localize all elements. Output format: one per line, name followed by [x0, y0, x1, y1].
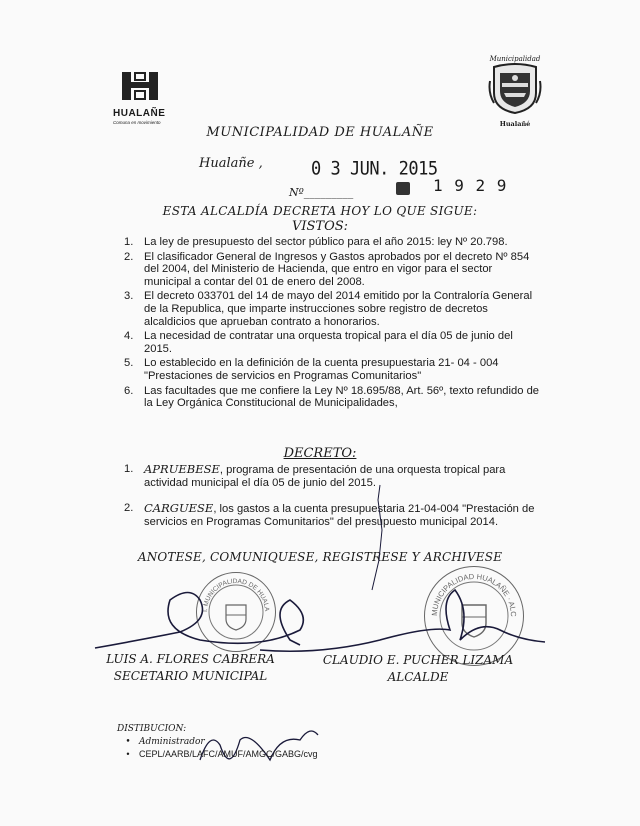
decreto-heading: DECRETO:	[283, 446, 357, 461]
logo-tagline: Comuna en movimiento	[113, 120, 161, 125]
list-item: 2. CARGUESE, los gastos a la cuenta presupuestaria 21-04-004 "Prestación de servicios en Programas Comunitarios" del presupuesto municipal 2014.	[124, 501, 535, 528]
closing-formula: ANOTESE, COMUNIQUESE, REGISTRESE Y ARCHIVESE	[137, 550, 503, 564]
mayor-name: CLAUDIO E. PUCHER LIZAMA	[322, 653, 514, 667]
distribution-title: DISTIBUCION:	[117, 724, 187, 734]
crest-bottom-text: Hualañé	[499, 120, 531, 128]
decree-number-label: Nº_________	[289, 186, 354, 199]
list-item: 5. Lo establecido en la definición de la cuenta presupuestaria 21- 04 - 004 "Prestaciones de servicios en Programas Comunitarios"	[124, 357, 499, 382]
list-item: 6. Las facultades que me confiere la Ley Nº 18.695/88, Art. 56º, texto refundido de la Ley Orgánica Constitucional de Municipalidades,	[124, 384, 540, 410]
mayor-role: ALCALDE	[387, 670, 449, 684]
mayor-signature-block	[313, 652, 523, 686]
stamp-mark	[396, 182, 410, 195]
decree-intro: ESTA ALCALDÍA DECRETA HOY LO QUE SIGUE:	[162, 204, 478, 218]
seal-emblem-icon	[197, 573, 275, 651]
svg-text:MUNICIPALIDAD HUALAÑE · ALCALD: MUNICIPALIDAD HUALAÑE · ALC	[429, 571, 519, 617]
h-emblem-icon	[119, 70, 161, 102]
decreto-list	[120, 463, 540, 541]
list-item: 1. La ley de presupuesto del sector público para el año 2015: ley Nº 20.798.	[124, 236, 508, 248]
municipality-logo	[113, 70, 173, 125]
mayor-seal	[424, 566, 524, 666]
crest-top-text: Municipalidad	[489, 55, 541, 63]
date-stamp: 0 3 JUN. 2015	[311, 158, 438, 180]
list-item: 2. El clasificador General de Ingresos y Gastos aprobados por el decreto Nº 854 del 2004, del Ministerio de Hacienda, que entro en vigor para el sector municipal a contar del 01 de enero del 2008.	[124, 250, 530, 288]
decree-verb: CARGUESE	[144, 501, 214, 516]
secretary-name: LUIS A. FLORES CABRERA	[106, 652, 275, 666]
secretary-seal	[196, 572, 276, 652]
secretary-signature-block	[98, 651, 283, 685]
place-label: Hualañe ,	[199, 156, 263, 171]
vistos-heading: VISTOS:	[291, 219, 349, 234]
document-title: MUNICIPALIDAD DE HUALAÑE	[206, 125, 434, 140]
secretary-role: SECETARIO MUNICIPAL	[113, 669, 268, 683]
list-item: 3. El decreto 033701 del 14 de mayo del 2014 emitido por la Contraloría General de la Republica, que imparte instrucciones sobre registro de decretos alcaldicios que aprueban contrato a honorarios.	[124, 290, 533, 328]
decree-number-value: 1 9 2 9	[433, 176, 508, 195]
svg-text:I. MUNICIPALIDAD DE HUALAÑE ·: I. MUNICIPALIDAD DE HUALA	[201, 577, 271, 613]
list-item: 1. APRUEBESE, programa de presentación de una orquesta tropical para actividad municipal el día 05 de junio del 2015.	[124, 462, 506, 489]
list-item: • CEPL/AARB/LAFC/AMUF/AMGC/GABG/cvg	[117, 748, 318, 760]
logo-text: HUALAÑE	[113, 108, 166, 119]
decree-verb: APRUEBESE	[144, 462, 220, 476]
list-item: 4. La necesidad de contratar una orquesta tropical para el día 05 de junio del 2015.	[124, 330, 513, 355]
seal-emblem-icon	[425, 567, 523, 665]
vistos-list	[120, 236, 540, 412]
distribution-list	[117, 736, 318, 760]
list-item: • Administrador	[117, 736, 318, 748]
crest-shield-icon	[488, 63, 542, 115]
municipal-crest	[482, 55, 548, 128]
